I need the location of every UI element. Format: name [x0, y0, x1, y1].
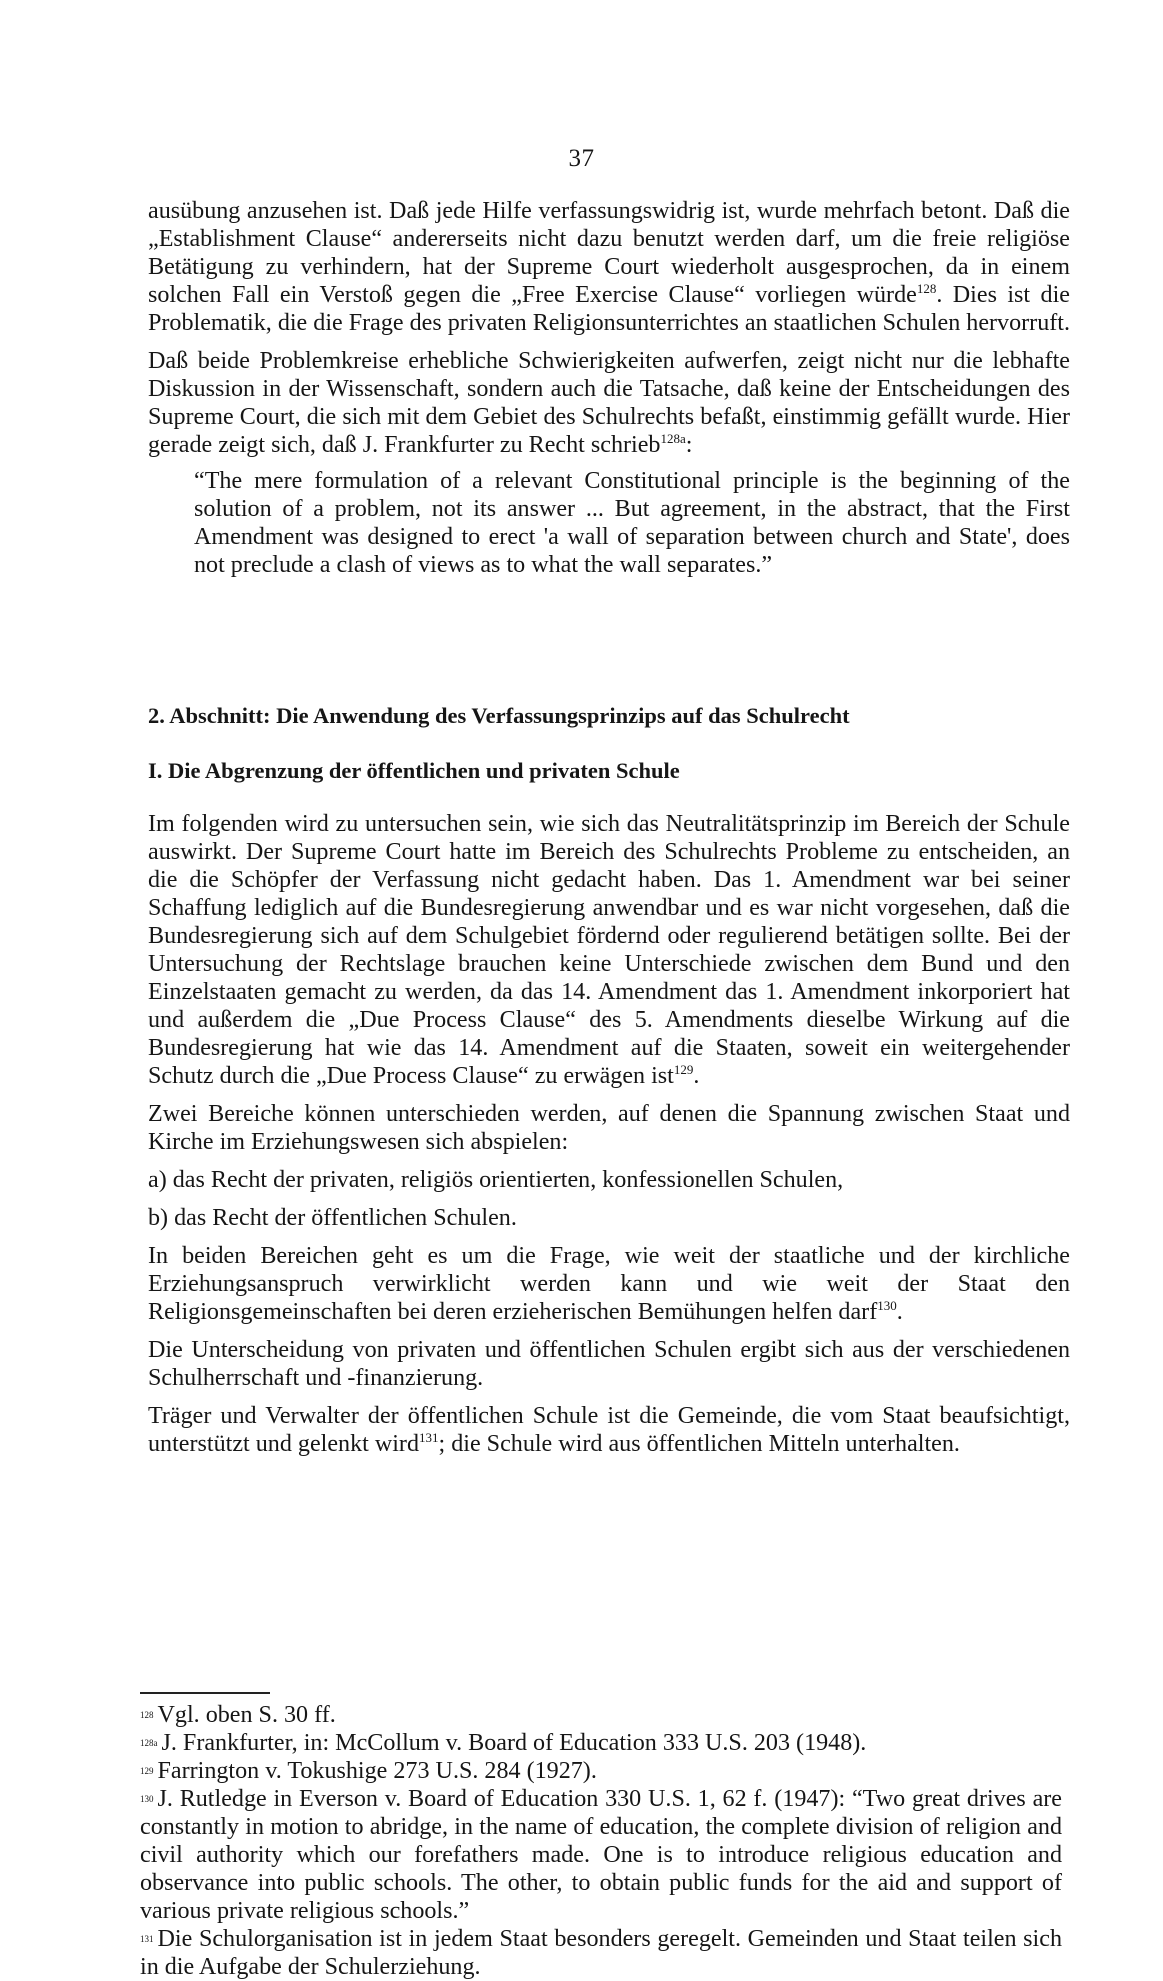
paragraph-text: : — [685, 432, 693, 458]
section-heading: 2. Abschnitt: Die Anwendung des Verfassungsprinzips auf das Schulrecht — [148, 703, 850, 728]
paragraph — [148, 1242, 1070, 1326]
paragraph: Zwei Bereiche können unterschieden werden, auf denen die Spannung zwischen Staat und Kirche im Erziehungswesen sich abspielen: — [148, 1101, 1070, 1155]
footnote-text: J. Rutledge in Everson v. Board of Education 330 U.S. 1, 62 f. (1947): “Two great drives are constantly in motion to abridge, in the name of education, the complete division of religion and civil authority which our forefathers made. One is to introduce religious education and observance into public schools. The other, to obtain public funds for the aid and support of various private religious schools.” — [140, 1786, 1062, 1924]
body-text-bottom — [148, 810, 1070, 1458]
paragraph-text: In beiden Bereichen geht es um die Frage, wie weit der staatliche und der kirchliche Erziehungsanspruch verwirklicht werden kann und wie weit der Staat den Religionsgemeinschaften bei deren erzieherischen Bemühungen helfen darf — [148, 1243, 1070, 1325]
footnote — [140, 1729, 1062, 1757]
list-item: b) das Recht der öffentlichen Schulen. — [148, 1205, 517, 1231]
footnote-ref: 128a — [660, 431, 686, 446]
footnote-mark: 129 — [140, 1766, 154, 1776]
paragraph — [148, 347, 1070, 459]
paragraph-text: Daß beide Problemkreise erhebliche Schwierigkeiten aufwerfen, zeigt nicht nur die lebhafte Diskussion in der Wissenschaft, sondern auch die Tatsache, daß keine der Entscheidungen des Supreme Court, die sich mit dem Gebiet des Schulrechts befaßt, einstimmig gefällt wurde. Hier gerade zeigt sich, daß J. Frankfurter zu Recht schrieb — [148, 348, 1070, 458]
footnote-text: Vgl. oben S. 30 ff. — [157, 1702, 336, 1728]
footnote-text: J. Frankfurter, in: McCollum v. Board of Education 333 U.S. 203 (1948). — [161, 1730, 867, 1756]
paragraph — [148, 810, 1070, 1090]
paragraph-text: ; die Schule wird aus öffentlichen Mitteln unterhalten. — [438, 1431, 960, 1457]
footnote-ref: 128 — [916, 281, 937, 296]
footnote-text: Farrington v. Tokushige 273 U.S. 284 (1927). — [157, 1758, 597, 1784]
paragraph-text: . Dies ist die Problematik, die die Frage des privaten Religionsunterrichtes an staatlichen Schulen hervorruft. — [148, 282, 1070, 336]
paragraph — [148, 1402, 1070, 1458]
paragraph-text: . — [896, 1299, 903, 1325]
page-number: 37 — [568, 145, 595, 172]
footnote-mark: 128a — [140, 1738, 158, 1748]
footnote — [140, 1925, 1062, 1981]
footnote — [140, 1701, 1062, 1729]
footnote — [140, 1757, 1062, 1785]
paragraph — [148, 197, 1070, 337]
footnote-text: Die Schulorganisation ist in jedem Staat besonders geregelt. Gemeinden und Staat teilen sich in die Aufgabe der Schulerziehung. — [140, 1926, 1062, 1980]
footnote-mark: 130 — [140, 1794, 154, 1804]
paragraph-text: ausübung anzusehen ist. Daß jede Hilfe verfassungswidrig ist, wurde mehrfach betont. Daß die „Establishment Clause“ andererseits nicht dazu benutzt werden darf, um die freie religiöse Betätigung zu verhindern, hat der Supreme Court wiederholt ausgesprochen, da in einem solchen Fall ein Verstoß gegen die „Free Exercise Clause“ vorliegen würde — [148, 198, 1070, 308]
footnote-divider — [140, 1692, 270, 1694]
footnote-ref: 129 — [673, 1062, 694, 1077]
footnotes — [140, 1701, 1062, 1981]
footnote-mark: 131 — [140, 1934, 154, 1944]
paragraph-text: . — [693, 1063, 700, 1089]
paragraph-text: Träger und Verwalter der öffentlichen Schule ist die Gemeinde, die vom Staat beaufsichtigt, unterstützt und gelenkt wird — [148, 1403, 1070, 1457]
block-quote: “The mere formulation of a relevant Constitutional principle is the beginning of the solution of a problem, not its answer ... But agreement, in the abstract, that the First Amendment was designed to erect 'a wall of separation between church and State', does not preclude a clash of views as to what the wall separates.” — [194, 468, 1070, 578]
footnote — [140, 1785, 1062, 1925]
footnote-mark: 128 — [140, 1710, 154, 1720]
footnote-ref: 131 — [419, 1430, 439, 1445]
body-text-top — [148, 197, 1070, 579]
footnote-ref: 130 — [877, 1298, 897, 1313]
list-item: a) das Recht der privaten, religiös orientierten, konfessionellen Schulen, — [148, 1167, 844, 1193]
paragraph-text: Im folgenden wird zu untersuchen sein, wie sich das Neutralitätsprinzip im Bereich der Schule auswirkt. Der Supreme Court hatte im Bereich des Schulrechts Probleme zu entscheiden, an die die Schöpfer der Verfassung nicht gedacht haben. Das 1. Amendment war bei seiner Schaffung lediglich auf die Bundesregierung anwendbar und es war nicht vorgesehen, daß die Bundesregierung sich auf dem Schulgebiet fördernd oder regulierend betätigen sollte. Bei der Untersuchung der Rechtslage brauchen keine Unterschiede zwischen dem Bund und den Einzelstaaten gemacht zu werden, da das 14. Amendment das 1. Amendment inkorporiert hat und außerdem die „Due Process Clause“ des 5. Amendments dieselbe Wirkung auf die Bundesregierung hat wie das 14. Amendment auf die Staaten, soweit ein weitergehender Schutz durch die „Due Process Clause“ zu erwägen ist — [148, 811, 1070, 1089]
sub-heading: I. Die Abgrenzung der öffentlichen und privaten Schule — [148, 758, 680, 783]
paragraph: Die Unterscheidung von privaten und öffentlichen Schulen ergibt sich aus der verschiedenen Schulherrschaft und -finanzierung. — [148, 1337, 1070, 1391]
